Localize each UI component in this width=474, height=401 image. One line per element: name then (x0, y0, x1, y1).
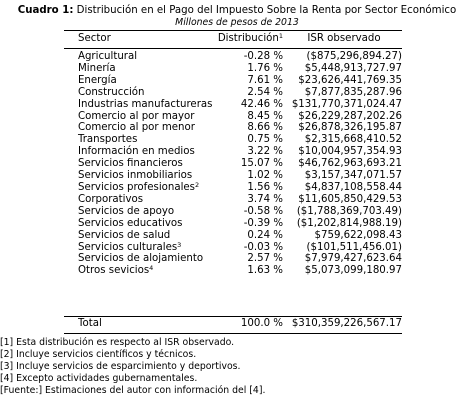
row-isr: $11,605,850,429.53 (298, 193, 402, 205)
row-sector: Agricultural (78, 51, 138, 62)
row-distribution: 2.54 % (247, 86, 283, 98)
row-isr: $26,229,287,202.26 (298, 110, 402, 122)
row-isr: $5,448,913,727.97 (304, 62, 402, 74)
header-rule (64, 48, 402, 49)
row-distribution: 8.66 % (247, 122, 283, 134)
row-isr: $131,770,371,024.47 (291, 98, 402, 110)
row-sector: Servicios educativos (78, 217, 183, 229)
table-row (64, 206, 402, 218)
row-sector: Otros sevicios$^4$ (78, 264, 154, 277)
row-isr: $2,315,668,410.52 (304, 134, 402, 146)
table-row (64, 122, 402, 134)
row-sector: Corporativos (78, 193, 144, 205)
caption-label: Cuadro 1: (17, 5, 74, 16)
row-distribution: 3.22 % (247, 146, 283, 158)
total-distribution: 100.0 % (240, 318, 283, 329)
row-sector: Transportes (78, 134, 138, 146)
table-row (64, 253, 402, 265)
row-distribution: 15.07 % (240, 158, 283, 170)
footnotes (0, 337, 265, 397)
footnote-2: [2] Incluye servicios científicos y técnicos. (0, 349, 197, 360)
row-sector: Servicios de salud (78, 229, 171, 241)
top-rule (64, 30, 402, 31)
total-row (64, 318, 402, 330)
row-isr: $46,762,963,693.21 (298, 158, 402, 170)
table-body (64, 51, 402, 277)
total-rule (64, 316, 402, 317)
table-caption (0, 5, 474, 17)
row-footnote-ref: 4 (149, 264, 154, 273)
row-distribution: 0.75 % (247, 134, 283, 146)
row-isr: $23,626,441,769.35 (298, 74, 402, 86)
row-isr: ($1,788,369,703.49) (296, 205, 402, 217)
row-sector: Información en medios (78, 146, 195, 158)
row-sector: Comercio al por menor (78, 122, 195, 134)
row-sector: Servicios inmobiliarios (78, 170, 193, 182)
row-isr: ($875,296,894.27) (306, 51, 402, 62)
table-row (64, 134, 402, 146)
table-row (64, 230, 402, 242)
row-footnote-ref: 3 (177, 240, 182, 249)
header-distribution-note: 1 (278, 32, 283, 40)
row-isr: $3,157,347,071.57 (304, 170, 402, 182)
row-distribution: 1.02 % (247, 170, 283, 182)
row-sector: Comercio al por mayor (78, 110, 195, 122)
row-distribution: 1.63 % (247, 265, 283, 277)
table-row (64, 194, 402, 206)
row-distribution: 42.46 % (240, 98, 283, 110)
row-isr: $5,073,099,180.97 (304, 265, 402, 277)
row-distribution: -0.39 % (243, 217, 283, 229)
data-table (64, 51, 402, 277)
table-row (64, 146, 402, 158)
row-distribution: -0.58 % (243, 205, 283, 217)
table-row (64, 242, 402, 254)
table-row (64, 75, 402, 87)
row-distribution: 1.56 % (247, 181, 283, 193)
row-distribution: 3.74 % (247, 193, 283, 205)
row-distribution: -0.03 % (243, 241, 283, 253)
row-isr: ($1,202,814,988.19) (296, 217, 402, 229)
table-row (64, 170, 402, 182)
row-distribution: 7.61 % (247, 74, 283, 86)
header-isr: ISR observado (307, 33, 381, 44)
row-sector: Servicios financieros (78, 158, 183, 170)
table-row (64, 63, 402, 75)
footnote-4: [4] Excepto actividades gubernamentales. (0, 373, 198, 384)
row-sector: Servicios de apoyo (78, 205, 175, 217)
row-distribution: 8.45 % (247, 110, 283, 122)
row-sector: Industrias manufactureras (78, 98, 213, 110)
footnote-3: [3] Incluye servicios de esparcimiento y deportivos. (0, 361, 241, 372)
row-sector: Minería (78, 62, 116, 74)
row-footnote-ref: 2 (195, 180, 200, 189)
table-row (64, 111, 402, 123)
table-row (64, 265, 402, 277)
row-isr: $759,622,098.43 (314, 229, 402, 241)
header-row (64, 33, 402, 45)
row-isr: $10,004,957,354.93 (298, 146, 402, 158)
header-distribution: Distribución$^1$ (217, 32, 283, 44)
total-isr: $310,359,226,567.17 (291, 318, 402, 329)
row-distribution: -0.28 % (243, 51, 283, 62)
row-distribution: 1.76 % (247, 62, 283, 74)
row-distribution: 0.24 % (247, 229, 283, 241)
row-sector: Servicios culturales$^3$ (78, 240, 182, 253)
row-isr: ($101,511,456.01) (306, 241, 402, 253)
table-row (64, 218, 402, 230)
bottom-rule (64, 333, 402, 334)
header-sector: Sector (78, 33, 111, 44)
row-sector: Energía (78, 74, 117, 86)
row-distribution: 2.57 % (247, 253, 283, 265)
row-isr: $7,979,427,623.64 (304, 253, 402, 265)
table-row (64, 158, 402, 170)
row-isr: $4,837,108,558.44 (304, 181, 402, 193)
row-isr: $26,878,326,195.87 (298, 122, 402, 134)
caption-title: Distribución en el Pago del Impuesto Sobre la Renta por Sector Económico (76, 5, 457, 16)
header-table (64, 33, 402, 45)
row-sector: Construcción (78, 86, 145, 98)
footnote-1: [1] Esta distribución es respecto al ISR observado. (0, 337, 235, 348)
row-sector: Servicios profesionales$^2$ (78, 180, 200, 193)
table-row (64, 51, 402, 63)
footnote-source: [Fuente:] Estimaciones del autor con información del [4]. (0, 385, 266, 396)
total-label: Total (78, 318, 102, 329)
table-row (64, 87, 402, 99)
row-isr: $7,877,835,287.96 (304, 86, 402, 98)
table-row (64, 99, 402, 111)
table-subcaption: Millones de pesos de 2013 (175, 17, 299, 28)
table-row (64, 182, 402, 194)
total-table (64, 318, 402, 330)
row-sector: Servicios de alojamiento (78, 253, 204, 265)
